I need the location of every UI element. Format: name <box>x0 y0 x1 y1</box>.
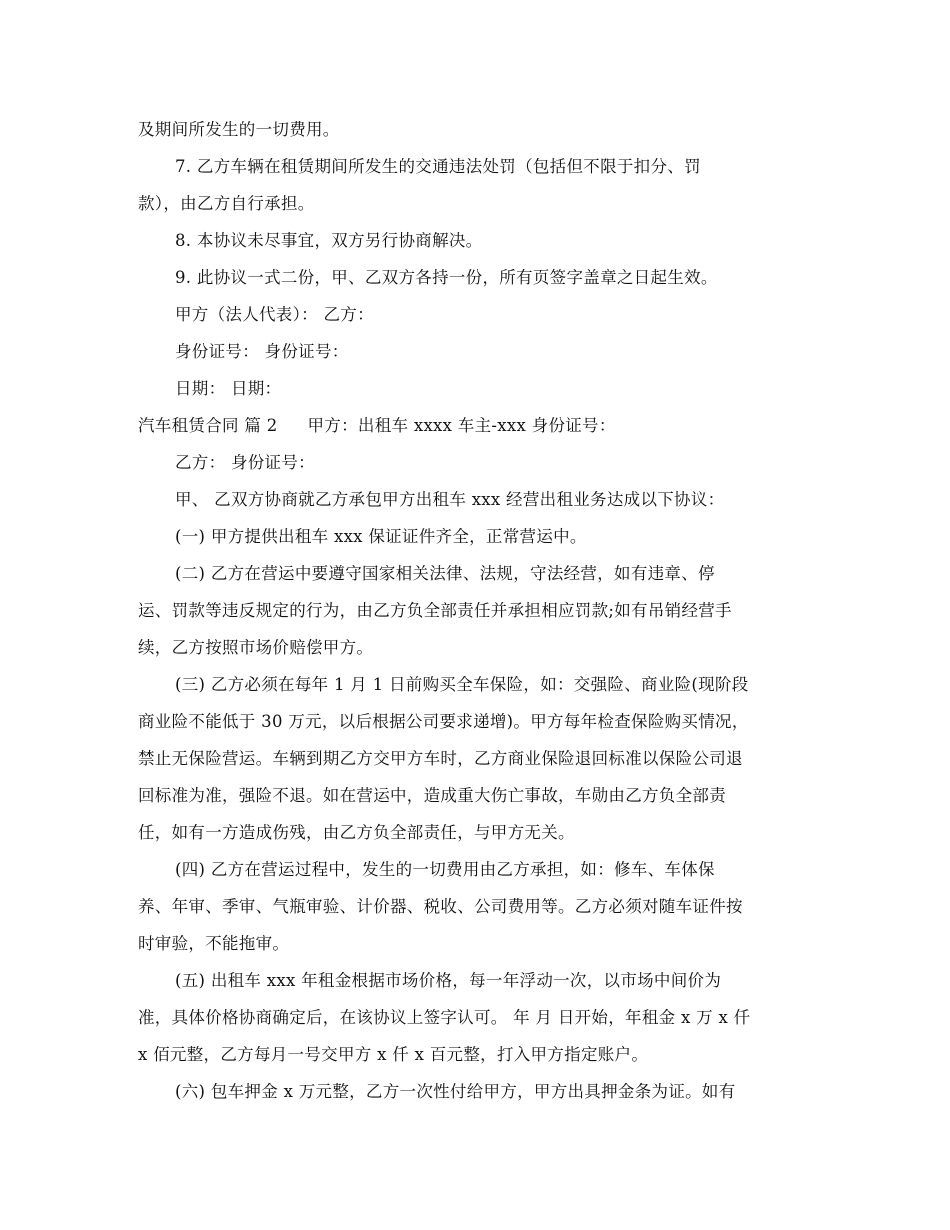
text-line: 准，具体价格协商确定后，在该协议上签字认可。 年 月 日开始，年租金 x 万 x 仟 <box>138 1008 751 1027</box>
text-line: x 佰元整，乙方每月一号交甲方 x 仟 x 百元整，打入甲方指定账户。 <box>138 1045 649 1064</box>
text-line: 7. 乙方车辆在租赁期间所发生的交通违法处罚（包括但不限于扣分、罚 <box>175 157 701 176</box>
clause-2: (二) 乙方在营运中要遵守国家相关法律、法规，守法经营，如有违章、停 <box>175 564 715 583</box>
text-line: 甲、 乙双方协商就乙方承包甲方出租车 xxx 经营出租业务达成以下协议： <box>175 490 725 509</box>
section-heading: 汽车租赁合同 篇 2 <box>138 416 278 435</box>
text-line: 款），由乙方自行承担。 <box>138 194 315 213</box>
text-line: 回标准为准，强险不退。如在营运中，造成重大伤亡事故，车勋由乙方负全部责 <box>138 786 726 805</box>
text-line: 及期间所发生的一切费用。 <box>138 120 340 139</box>
text-line: 任，如有一方造成伤残，由乙方负全部责任，与甲方无关。 <box>138 823 575 842</box>
text-line: 乙方： 身份证号： <box>175 453 315 472</box>
section-heading-row <box>138 416 616 436</box>
signature-line-date: 日期： 日期： <box>175 379 282 398</box>
clause-3: (三) 乙方必须在每年 1 月 1 日前购买全车保险，如：交强险、商业险(现阶段 <box>175 675 749 694</box>
clause-5: (五) 出租车 xxx 年租金根据市场价格，每一年浮动一次，以市场中间价为 <box>175 971 722 990</box>
text-line: 禁止无保险营运。车辆到期乙方交甲方车时，乙方商业保险退回标准以保险公司退 <box>138 749 743 768</box>
text-line: 9. 此协议一式二份，甲、乙双方各持一份，所有页签字盖章之日起生效。 <box>175 268 718 287</box>
text-line: 时审验，不能拖审。 <box>138 934 290 953</box>
clause-1: (一) 甲方提供出租车 xxx 保证证件齐全，正常营运中。 <box>175 527 587 546</box>
clause-4: (四) 乙方在营运过程中，发生的一切费用由乙方承担，如：修车、车体保 <box>175 860 715 879</box>
text-line: 养、年审、季审、气瓶审验、计价器、税收、公司费用等。乙方必须对随车证件按 <box>138 897 743 916</box>
text-line: 商业险不能低于 30 万元，以后根据公司要求递增)。甲方每年检查保险购买情况， <box>138 712 749 731</box>
text-line: 8. 本协议未尽事宜，双方另行协商解决。 <box>175 231 483 250</box>
section-party-a: 甲方：出租车 xxxx 车主-xxx 身份证号： <box>307 416 616 435</box>
signature-line-parties: 甲方（法人代表）： 乙方： <box>175 305 374 324</box>
text-line: 运、罚款等违反规定的行为，由乙方负全部责任并承担相应罚款;如有吊销经营手 <box>138 601 732 620</box>
clause-6: (六) 包车押金 x 万元整，乙方一次性付给甲方，甲方出具押金条为证。如有 <box>175 1082 736 1101</box>
text-line: 续，乙方按照市场价赔偿甲方。 <box>138 638 374 657</box>
signature-line-id: 身份证号： 身份证号： <box>175 342 349 361</box>
